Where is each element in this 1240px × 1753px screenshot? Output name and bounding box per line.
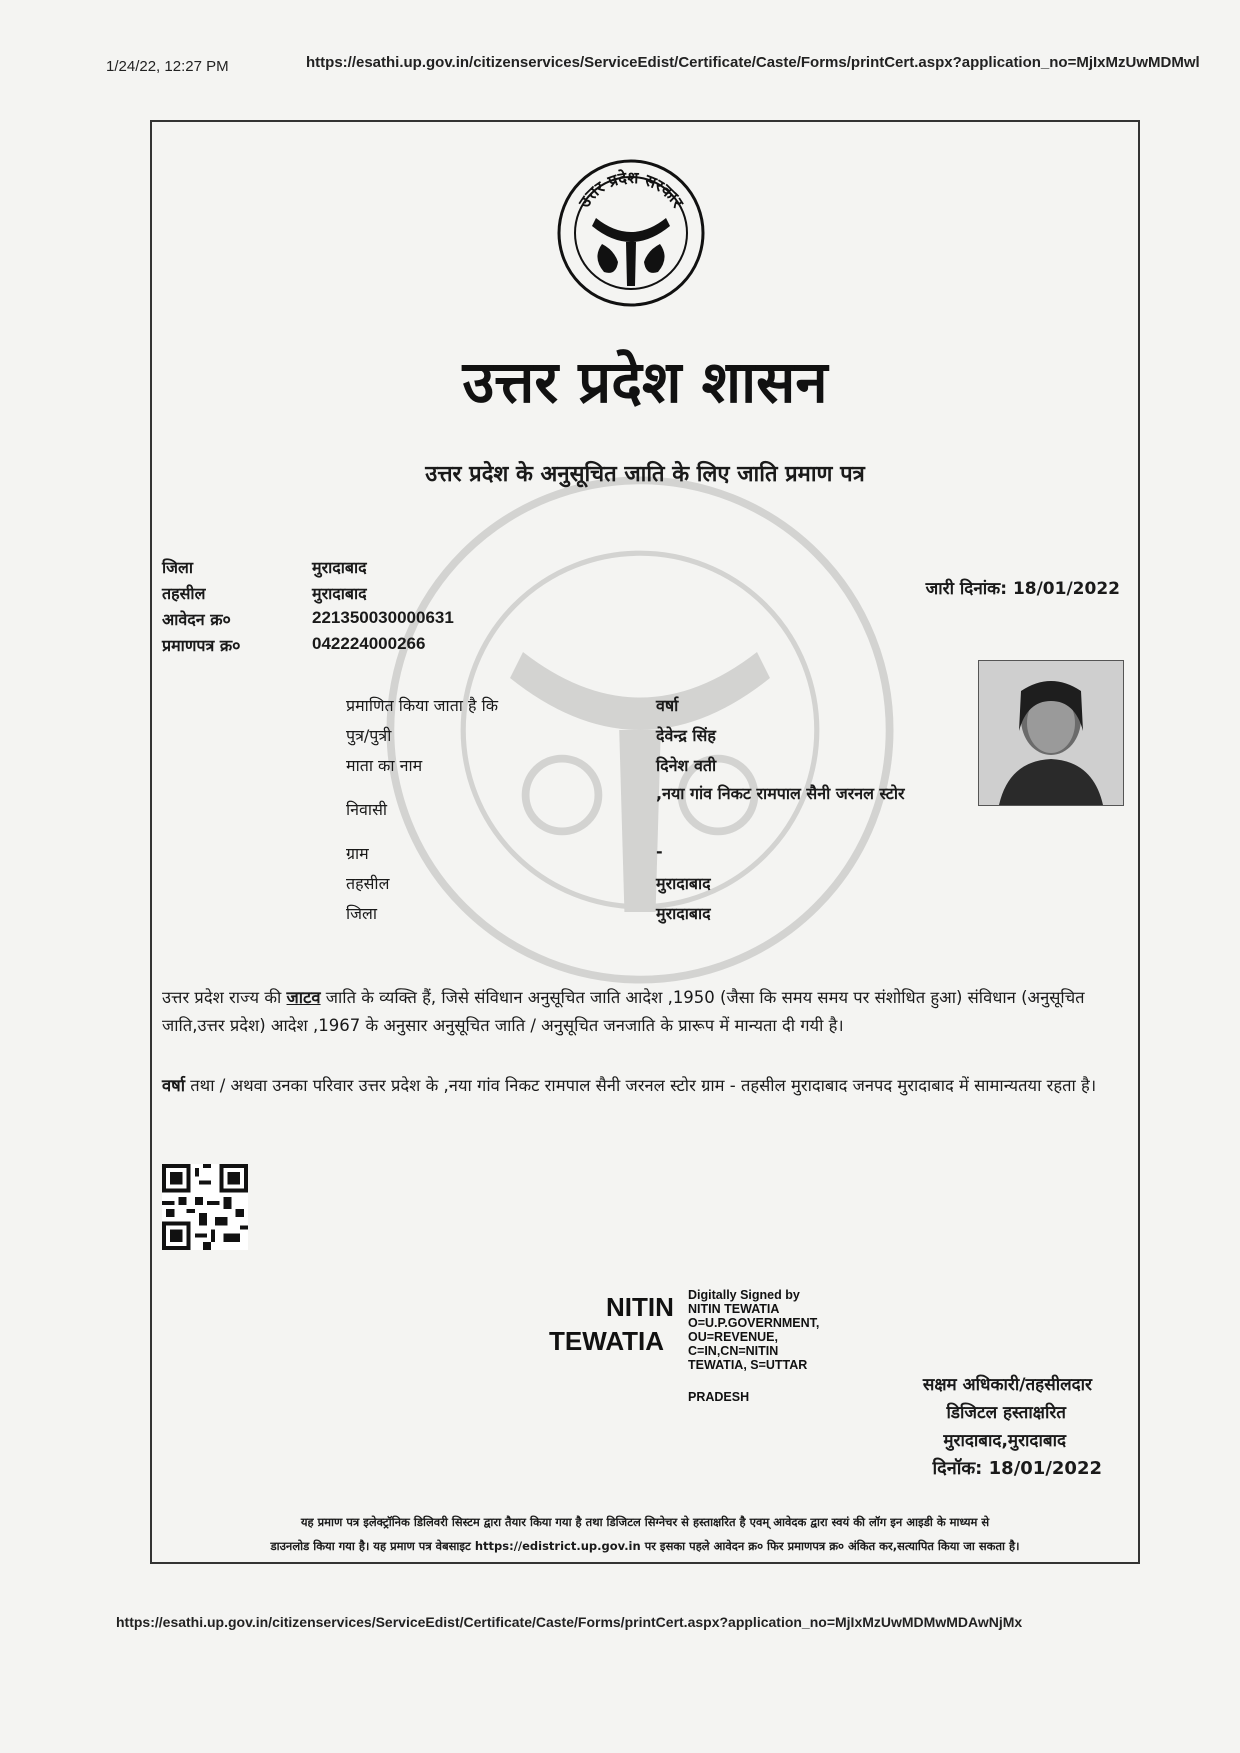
detail-label-resident: निवासी (346, 800, 388, 819)
caste-name: जाटव (286, 988, 321, 1007)
up-government-emblem-icon (556, 158, 706, 308)
application-number: 221350030000631 (312, 608, 454, 627)
signature-detail: NITIN TEWATIA (688, 1302, 780, 1316)
detail-value-address: ,नया गांव निकट रामपाल सैनी जरनल स्टोर (656, 784, 905, 803)
signature-detail: Digitally Signed by (688, 1288, 800, 1302)
certificate-subtitle: उत्तर प्रदेश के अनुसूचित जाति के लिए जाति प्रमाण पत्र (425, 462, 865, 487)
watermark-emblem-icon (380, 470, 900, 990)
page-title: उत्तर प्रदेश शासन (462, 348, 828, 416)
detail-value-village: - (656, 842, 663, 861)
detail-value-district: मुरादाबाद (656, 904, 711, 923)
detail-label-district: जिला (346, 904, 378, 923)
detail-label-village: ग्राम (346, 844, 369, 863)
tehsil-value: मुरादाबाद (312, 584, 367, 603)
signature-detail (688, 1372, 819, 1386)
residence-paragraph (162, 1072, 1122, 1100)
district-label: जिला (162, 558, 194, 577)
signature-detail: PRADESH (688, 1390, 750, 1404)
caste-paragraph (162, 984, 1122, 1040)
qr-code-icon (162, 1164, 248, 1250)
officer-location: मुरादाबाद,मुरादाबाद (943, 1431, 1066, 1451)
verification-note-line1: यह प्रमाण पत्र इलेक्ट्रॉनिक डिलिवरी सिस्टम द्वारा तैयार किया गया है तथा डिजिटल सिग्नेचर से हस्ताक्षरित है एवम् आवेदक द्वारा स्वयं की लॉग इन आइडी के माध्यम से (300, 1515, 990, 1529)
signer-name-line1: NITIN (606, 1292, 674, 1322)
detail-value-father: देवेन्द्र सिंह (656, 726, 716, 745)
print-url: https://esathi.up.gov.in/citizenservices/ServiceEdist/Certificate/Caste/Forms/printCert.aspx?application_no=MjIxMzUwMDMwl (306, 54, 1200, 71)
caste-paragraph-pre: उत्तर प्रदेश राज्य की (162, 988, 287, 1007)
print-datetime: 1/24/22, 12:27 PM (106, 58, 229, 75)
detail-label-son-daughter: पुत्र/पुत्री (346, 726, 392, 745)
person-photo-icon (979, 661, 1123, 805)
application-label: आवेदन क्र० (162, 610, 231, 629)
officer-title: सक्षम अधिकारी/तहसीलदार (922, 1375, 1092, 1395)
verification-note (170, 1510, 1120, 1558)
detail-value-mother: दिनेश वती (656, 756, 717, 775)
signature-detail: TEWATIA, S=UTTAR (688, 1358, 808, 1372)
residence-text: तथा / अथवा उनका परिवार उत्तर प्रदेश के ,नया गांव निकट रामपाल सैनी जरनल स्टोर ग्राम - तहसील मुरादाबाद जनपद मुरादाबाद में सामान्यतया रहता है। (185, 1076, 1097, 1095)
signature-detail: O=U.P.GOVERNMENT, (688, 1316, 820, 1330)
officer-digital-signed: डिजिटल हस्ताक्षरित (946, 1403, 1066, 1423)
detail-value-name: वर्षा (656, 696, 679, 715)
applicant-photo (978, 660, 1124, 806)
print-footer-url: https://esathi.up.gov.in/citizenservices/ServiceEdist/Certificate/Caste/Forms/printCert.aspx?application_no=MjIxMzUwMDMwMDAwNjMx (116, 1614, 1023, 1630)
signature-details (688, 1288, 819, 1404)
officer-date: दिनॉक: 18/01/2022 (932, 1458, 1102, 1479)
verification-note-line2: डाउनलोड किया गया है। यह प्रमाण पत्र वेबसाइट https://edistrict.up.gov.in पर इसका पहले आवेदन क्र० फिर प्रमाणपत्र क्र० अंकित कर,सत्यापित किया जा सकता है। (270, 1539, 1020, 1553)
issue-date: जारी दिनांक: 18/01/2022 (925, 579, 1120, 599)
certificate-number: 042224000266 (312, 634, 426, 653)
signature-detail: C=IN,CN=NITIN (688, 1344, 779, 1358)
detail-label-mother: माता का नाम (346, 756, 423, 775)
caste-paragraph-post: जाति के व्यक्ति हैं, जिसे संविधान अनुसूचित जाति आदेश ,1950 (जैसा कि समय समय पर संशोधित हुआ) संविधान (अनुसूचित जाति,उत्तर प्रदेश) आदेश ,1967 के अनुसार अनुसूचित जाति / अनुसूचित जनजाति के प्रारूप में मान्यता दी गयी है। (162, 988, 1085, 1035)
signature-detail: OU=REVENUE, (688, 1330, 778, 1344)
tehsil-label: तहसील (162, 584, 206, 603)
signer-name-line2: TEWATIA (549, 1326, 665, 1356)
residence-person-name: वर्षा (162, 1076, 185, 1095)
detail-value-tehsil: मुरादाबाद (656, 874, 711, 893)
emblem-ring-text: उत्तर प्रदेश सरकार (574, 167, 688, 211)
certificate-label: प्रमाणपत्र क्र० (162, 636, 241, 655)
detail-label-certified: प्रमाणित किया जाता है कि (346, 696, 499, 715)
detail-label-tehsil: तहसील (346, 874, 390, 893)
district-value: मुरादाबाद (312, 558, 367, 577)
